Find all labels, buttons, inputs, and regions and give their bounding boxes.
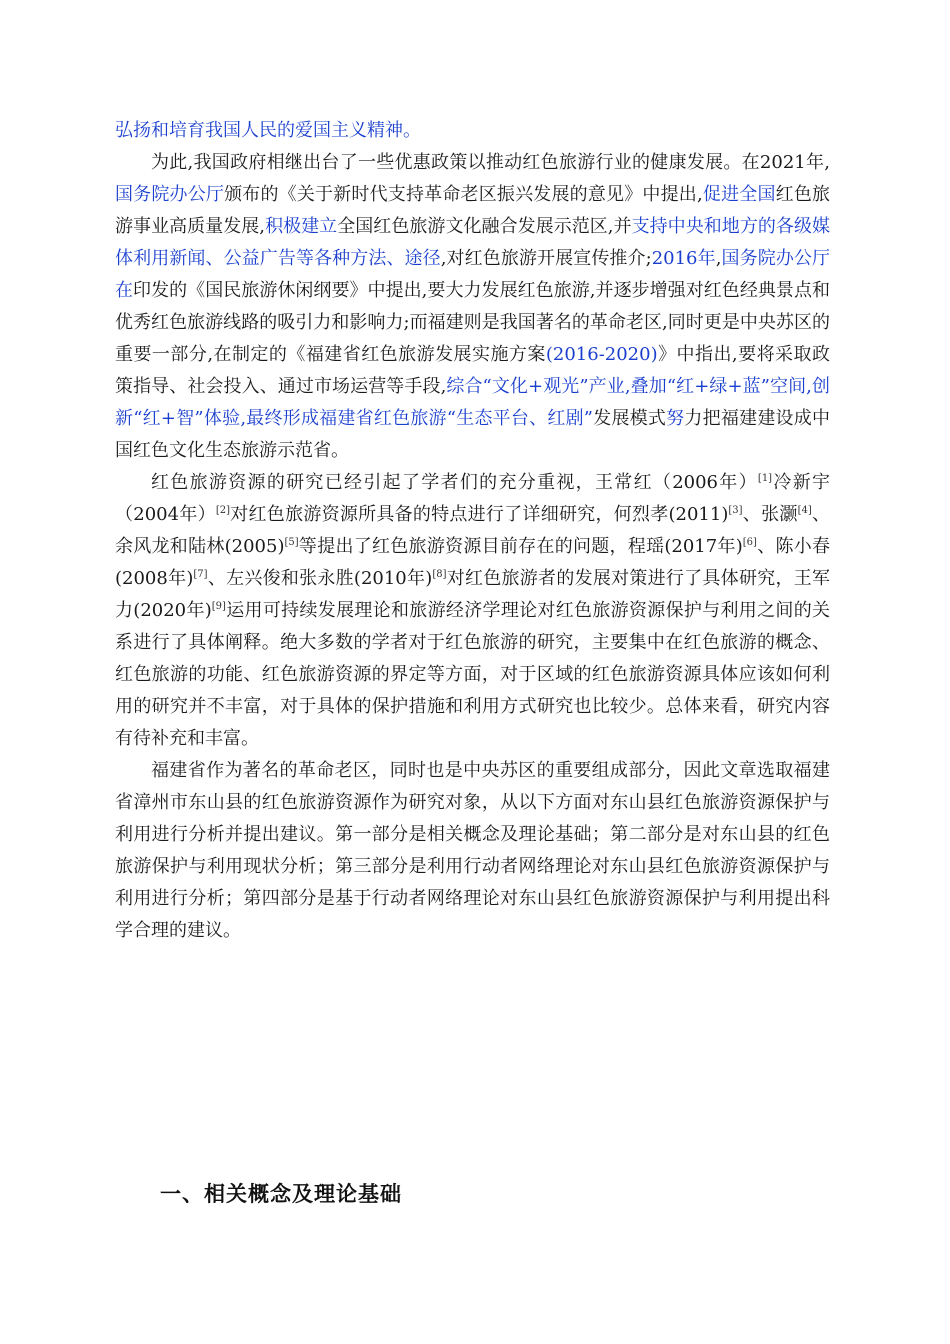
text-span: 颁布的《关于新时代支持革命老区振兴发展的意见》中提出, xyxy=(224,184,703,205)
text-span: 冷新宇（2004年） xyxy=(115,472,831,525)
text-span: , xyxy=(715,248,722,269)
section-heading: 一、相关概念及理论基础 xyxy=(160,1182,402,1206)
citation-ref: [5] xyxy=(284,537,299,548)
highlighted-text: 综合“文化+观光”产业,叠加“红+绿+蓝”空间,创新“红+智”体验,最终形成福建省红色旅游“生态平台、红剧” xyxy=(115,376,830,429)
paragraph-4 xyxy=(115,755,830,947)
text-span: 》中指出,要将采取政策指导、社会投入、通过市场运营等手段, xyxy=(115,344,830,397)
highlighted-text: 国务院办公厅 xyxy=(115,184,225,205)
text-span: 、余风龙和陆林(2005) xyxy=(115,504,831,557)
text-span: 为此,我国政府相继出台了一些优惠政策以推动红色旅游行业的健康发展。在2021年, xyxy=(151,152,830,173)
text-span: 印发的《国民旅游休闲纲要》中提出,要大力发展红色旅游,并逐步增强对红色经典景点和优秀红色旅游线路的吸引力和影响力;而福建则是我国著名的革命老区,同时更是中央苏区的重要一部分,在制定的《福建省红色旅游发展实施方案 xyxy=(115,280,830,365)
citation-ref: [3] xyxy=(728,505,743,516)
citation-ref: [4] xyxy=(797,505,812,516)
text-span: 力把福建建设成中国红色文化生态旅游示范省。 xyxy=(115,408,831,461)
paragraph-2 xyxy=(115,147,830,467)
citation-ref: [7] xyxy=(193,569,208,580)
text-span: ,对红色旅游开展宣传推介; xyxy=(440,248,652,269)
highlighted-text: 弘扬和培育我国人民的爱国主义精神。 xyxy=(115,120,421,141)
text-span: 全国红色旅游文化融合发展示范区,并 xyxy=(337,216,632,237)
highlighted-text: 积极建立 xyxy=(265,216,338,237)
highlighted-text: 促进全国 xyxy=(702,184,776,205)
citation-ref: [9] xyxy=(211,601,226,612)
highlighted-text: 2016年 xyxy=(651,248,716,269)
citation-ref: [6] xyxy=(742,537,757,548)
text-span: 、左兴俊和张永胜(2010年) xyxy=(207,568,433,589)
text-span: 红色旅游事业高质量发展, xyxy=(115,184,831,237)
paragraph-3 xyxy=(115,467,830,755)
text-span: 运用可持续发展理论和旅游经济学理论对红色旅游资源保护与利用之间的关系进行了具体阐释。绝大多数的学者对于红色旅游的研究，主要集中在红色旅游的概念、红色旅游的功能、红色旅游资源的界定等方面，对于区域的红色旅游资源具体应该如何利用的研究并不丰富，对于具体的保护措施和利用方式研究也比较少。总体来看，研究内容有待补充和丰富。 xyxy=(115,600,831,749)
highlighted-text: 努 xyxy=(666,408,685,429)
text-span: 等提出了红色旅游资源目前存在的问题，程瑶(2017年) xyxy=(298,536,743,557)
text-span: 对红色旅游资源所具备的特点进行了详细研究，何烈孝(2011) xyxy=(230,504,729,525)
highlighted-text: 国务院办公厅在 xyxy=(115,248,831,301)
text-span: 、陈小春(2008年) xyxy=(115,536,831,589)
citation-ref: [2] xyxy=(215,505,231,516)
citation-ref: [8] xyxy=(432,569,447,580)
text-span: 发展模式 xyxy=(593,408,667,429)
highlighted-text: (2016-2020) xyxy=(545,344,658,365)
text-span: 红色旅游资源的研究已经引起了学者们的充分重视，王常红（2006年） xyxy=(151,472,758,493)
text-span: 对红色旅游者的发展对策进行了具体研究，王军力(2020年) xyxy=(115,568,831,621)
body-text xyxy=(115,115,830,947)
citation-ref: [1] xyxy=(757,473,773,484)
paragraph-1 xyxy=(115,115,830,147)
text-span: 福建省作为著名的革命老区，同时也是中央苏区的重要组成部分，因此文章选取福建省漳州市东山县的红色旅游资源作为研究对象，从以下方面对东山县红色旅游资源保护与利用进行分析并提出建议。第一部分是相关概念及理论基础；第二部分是对东山县的红色旅游保护与利用现状分析；第三部分是利用行动者网络理论对东山县红色旅游资源保护与利用进行分析；第四部分是基于行动者网络理论对东山县红色旅游资源保护与利用提出科学合理的建议。 xyxy=(115,760,830,941)
text-span: 、张灏 xyxy=(742,504,798,525)
highlighted-text: 支持中央和地方的各级媒体利用新闻、公益广告等各种方法、途径 xyxy=(115,216,830,269)
